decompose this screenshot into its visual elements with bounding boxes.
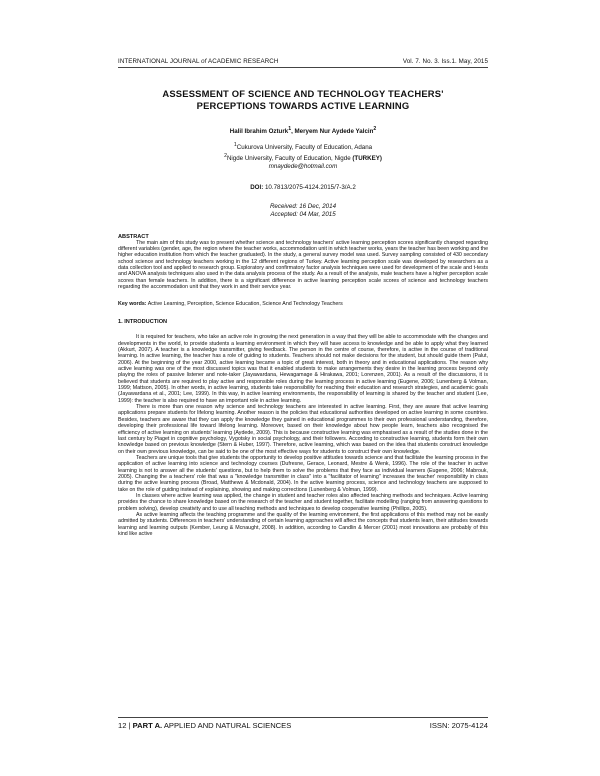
affiliation-1: $^1$Cukurova University, Faculty of Education, Adana xyxy=(233,142,373,152)
author-name: Halil Ibrahim Ozturk xyxy=(229,128,289,136)
received-date: Received: 16 Dec, 2014 xyxy=(269,203,337,211)
volume-info: Vol. 7. No. 3. Iss.1. May, 2015 xyxy=(402,58,488,65)
issn: ISSN: 2075-4124 xyxy=(429,721,488,730)
affiliation-2: $^2$Nigde University, Faculty of Education, Nigde (TURKEY) xyxy=(224,153,382,163)
abstract-text: The main aim of this study was to present whether science and technology teachers' active learning perception scores significantly changed regarding different variables (gender, age, the region where the teacher works, accommodation unit in which teacher works, years the teacher has been working and the higher education institution from which the teacher graduated). In the study, a general survey model was used. Survey sampling consisted of 430 secondary school science and technology teachers working in the 12 different regions of Turkey. Active learning perception scale was developed by researchers as a data collection tool and applied to research group. Exploratory and confirmatory factor analysis techniques were used for development of the scale and t-tests and ANOVA analysis techniques also used in the data analysis process of the study. As a result of the analysis, male teachers have a higher perception scale scores than female teachers. In addition, there is a significant difference in active learning perception scale scores of science and technology teachers regarding the accommodation unit that they work in and their service year. xyxy=(118,239,489,290)
intro-paragraph: It is required for teachers, who take an active role in growing the next generation in a way that they will be able to accommodate with the changes and developments in the world, to provide students a learning environment in which they will have access to knowledge and be able to apply what they learned (Akkurt, 2007). A teacher is a knowledge transmitter, giving feedback. The person in the centre of course, therefore, is active in the course of traditional learning. In active learning, the teacher has a role of guiding to students. Teachers should not make decisions for the student, but should guide them (Palut, 2006). At the beginning of the year 2000, active learning became a topic of great interest, both in theory and in educational applications. The reason why active learning was one of the most discussed topics was that it enabled students to make arrangements they desire in the learning process beyond only playing the roles of passive listener and note-taker (Jayawardana, Hewagamage & Hirakawa, 2001; Lorenzen, 2001). As a result of the discussions, it is believed that students are required to play active and responsible roles during the learning process in active learning (Eugene, 2006; Lunenberg & Volman, 1999; Mattson, 2005). In other words, in active learning, students take responsibility for reaching their education and research strategies, and academic goals (Jayawardana et al., 2001; Lee, 1999). In this way, in active learning environments, the responsibility of learning is shared by the teacher and student (Lee, 1999): the teacher is also required to have an important role in active learning. xyxy=(118,334,488,404)
affiliations xyxy=(118,141,488,171)
title-line-1: ASSESSMENT OF SCIENCE AND TECHNOLOGY TEACHERS' xyxy=(162,88,444,99)
author-affil-mark: 1 xyxy=(288,126,292,132)
footer-section: 12 | PART A. APPLIED AND NATURAL SCIENCES xyxy=(118,721,292,730)
doi-value[interactable]: 10.7813/2075-4124.2015/7-3/A.2 xyxy=(263,184,356,192)
author-affil-mark: 2 xyxy=(373,126,377,132)
page-number: 12 | xyxy=(118,721,133,730)
intro-paragraph: In classes where active learning was applied, the change in student and teacher roles also affected teaching methods and techniques. Active learning provides the chance to share knowledge based on the research of the teacher and student together, facilitate modelling (ranging from answering questions to problem solving), develop creativity and to use all teaching methods and techniques to develop cooperative learning (Phillips, 2005). xyxy=(118,492,488,512)
abstract-heading: ABSTRACT xyxy=(118,233,149,240)
title-line-2: PERCEPTIONS TOWARDS ACTIVE LEARNING xyxy=(196,100,410,111)
submission-dates xyxy=(118,203,488,219)
accepted-date: Accepted: 04 Mar, 2015 xyxy=(270,211,336,219)
journal-name: INTERNATIONAL JOURNAL of ACADEMIC RESEARCH xyxy=(118,58,279,65)
keywords: Key words: Active Learning, Perception, Science Education, Science And Technology Teachers xyxy=(118,301,343,308)
intro-paragraph: Teachers are unique tools that give students the opportunity to develop positive attitudes towards science and that facilitate the learning process in the application of active learning into science and technology courses (Dufresne, Gerace, Leonard, Mestre & Wenk, 1996). The role of the teacher in active learning is not to answer all the students' questions, but to help them to solve the problems that they face as individual learners (Eugene, 2006; Mabrouk, 2005). Changing the a teachers' role that was a "knowledge transmitter in class" into a "facilitator of learning" increases the teacher' responsibility in class during the active learning process (Broad, Matthews & Mcdonald, 2004). In the active learning process, science and technology teachers are supposed to take on the role of guiding instead of explaining, showing and making corrections (Lunenberg & Volman, 1999). xyxy=(118,454,488,493)
running-footer xyxy=(118,717,488,730)
paper-page xyxy=(118,58,488,537)
section-heading-introduction: 1. INTRODUCTION xyxy=(118,319,168,326)
doi: DOI: 10.7813/2075-4124.2015/7-3/A.2 xyxy=(250,184,356,192)
running-header xyxy=(118,58,488,68)
author-name: Meryem Nur Aydede Yalcin xyxy=(294,128,374,136)
contact-email[interactable]: mnaydede@hotmail.com xyxy=(268,163,338,171)
paper-title xyxy=(118,88,488,112)
author-list: Halil Ibrahim Ozturk$^1$, Meryem Nur Aydede Yalcin$^2$ xyxy=(229,126,377,136)
intro-paragraph: As active learning affects the teaching programme and the quality of the learning environment, the first applications of this method may not be easily admitted by students. Differences in teachers' understanding of certain learning approaches will affect the concepts that students learn, their attitudes towards learning and learning outputs (Kember, Leung & Mcnaught, 2008). In addition, according to Candlin & Mercer (2001) most innovations are probably of this kind like active xyxy=(118,511,488,537)
intro-paragraph: There is more than one reason why science and technology teachers are interested in active learning. First, they are aware that active learning applications prepare students for lifelong learning. Another reason is the policies that educational authorities developed on active learning in some countries. Besides, teachers are aware that they can apply the knowledge they gained in educational programmes to their own professional understanding, therefore, developing their professional life toward lifelong learning. Moreover, based on their knowledge about how people learn, teachers also recognised the efficiency of active learning on students' learning (Aydede, 2009). This is because constructive learning was emphasised as a result of the studies done in the last century by Piaget in cognitive psychology, Vygotsky in social psychology, and their followers. According to constructive learning, students form their own knowledge based on previous knowledge (Stern & Huber, 1997). Therefore, active learning, which was based on the idea that students construct knowledge on their own previous knowledge, can be said to be one of the most effective ways for students to construct their own knowledge. xyxy=(118,404,488,455)
